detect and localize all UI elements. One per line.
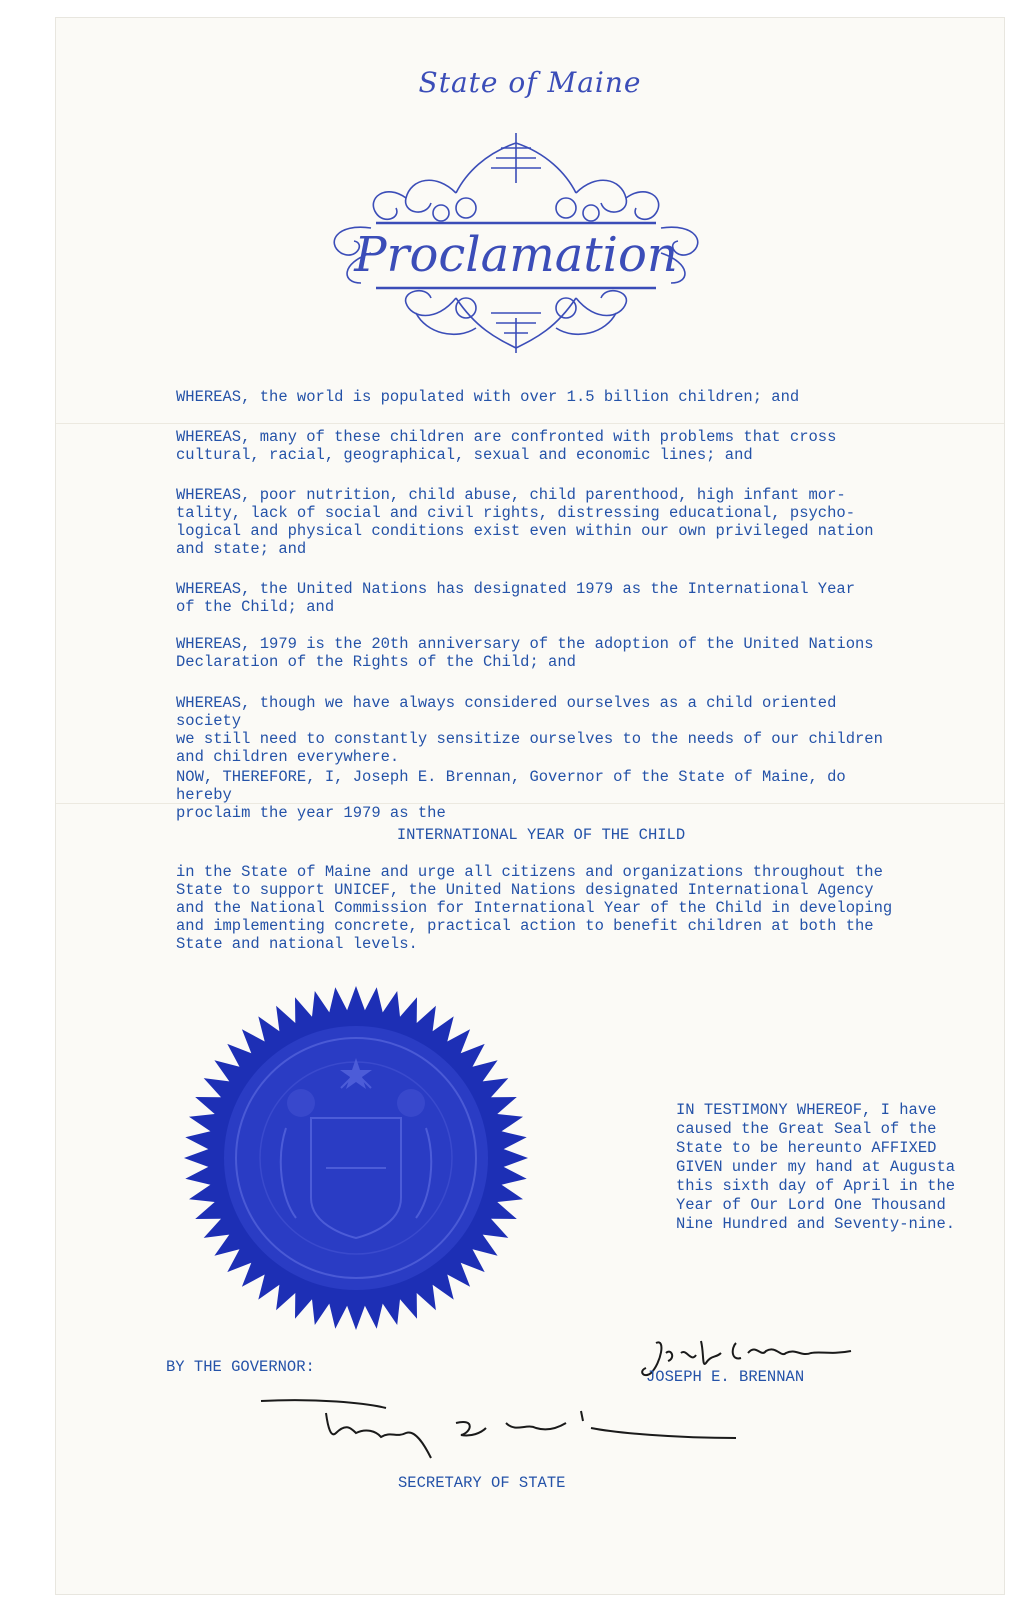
state-title: State of Maine [418,66,642,99]
proclamation-title: Proclamation [354,227,678,283]
secretary-signature [256,1393,756,1468]
governor-name: JOSEPH E. BRENNAN [646,1368,805,1386]
therefore-clause: NOW, THEREFORE, I, Joseph E. Brennan, Governor of the State of Maine, do hereby proclaim the year 1979 as the [176,768,846,822]
whereas-clause-6: WHEREAS, though we have always considered ourselves as a child oriented society we still need to constantly sensitize ourselves to the needs of our children and children everywhere. [176,694,883,766]
testimony-block: IN TESTIMONY WHEREOF, I have caused the Great Seal of the State to be hereunto AFFIXED GIVEN under my hand at Augusta this sixth day of April in the Year of Our Lord One Thousand Nine Hundred and Seventy-nine. [676,1101,956,1233]
designation-heading: INTERNATIONAL YEAR OF THE CHILD [396,826,686,844]
whereas-clause-3: WHEREAS, poor nutrition, child abuse, child parenthood, high infant mor- tality, lack of social and civil rights, distressing educational, psycho- logical and physical conditions exist even within our own privileged nation and state; and [176,486,874,558]
whereas-clause-2: WHEREAS, many of these children are confronted with problems that cross cultural, racial, geographical, sexual and economic lines; and [176,428,837,464]
closing-clause: in the State of Maine and urge all citizens and organizations throughout the State to support UNICEF, the United Nations designated International Agency and the National Commission for International Year of the Child in developing and implementing concrete, practical action to benefit children at both the State and national levels. [176,863,893,953]
paper-fold-line [56,423,1004,424]
by-the-governor-label: BY THE GOVERNOR: [166,1358,315,1376]
whereas-clause-5: WHEREAS, 1979 is the 20th anniversary of the adoption of the United Nations Declaration of the Rights of the Child; and [176,635,874,671]
proclamation-document [56,18,1004,1594]
whereas-clause-4: WHEREAS, the United Nations has designated 1979 as the International Year of the Child; and [176,580,856,616]
secretary-of-state-label: SECRETARY OF STATE [398,1474,566,1492]
whereas-clause-1: WHEREAS, the world is populated with over 1.5 billion children; and [176,388,800,406]
great-seal-of-maine [176,978,536,1338]
proclamation-crest [316,113,716,363]
